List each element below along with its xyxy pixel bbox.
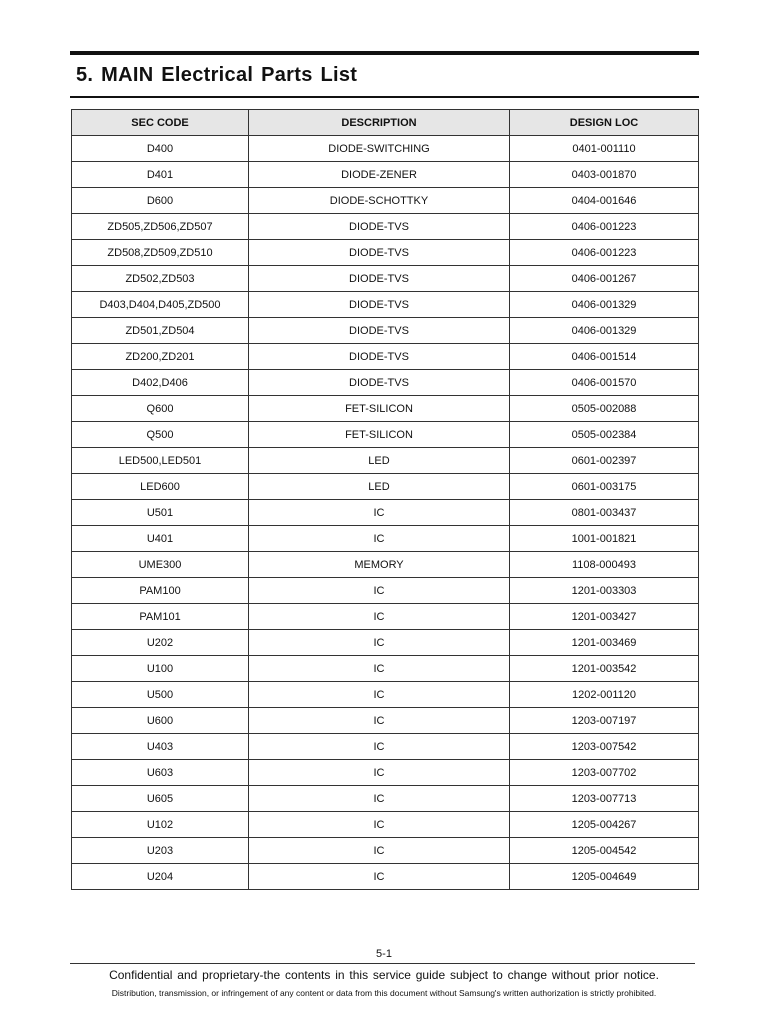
- cell-design-loc: 0601-002397: [510, 448, 699, 474]
- table-row: [72, 370, 699, 396]
- table-row: [72, 448, 699, 474]
- cell-design-loc: 0406-001267: [510, 266, 699, 292]
- cell-description: IC: [249, 734, 510, 760]
- cell-design-loc: 0406-001329: [510, 292, 699, 318]
- cell-design-loc: 0401-001110: [510, 136, 699, 162]
- cell-sec-code: Q500: [72, 422, 249, 448]
- cell-sec-code: PAM101: [72, 604, 249, 630]
- cell-design-loc: 0601-003175: [510, 474, 699, 500]
- cell-description: IC: [249, 604, 510, 630]
- table-row: [72, 344, 699, 370]
- cell-design-loc: 1201-003303: [510, 578, 699, 604]
- top-rule: [70, 51, 699, 55]
- cell-sec-code: ZD505,ZD506,ZD507: [72, 214, 249, 240]
- cell-sec-code: ZD501,ZD504: [72, 318, 249, 344]
- cell-design-loc: 0801-003437: [510, 500, 699, 526]
- cell-description: FET-SILICON: [249, 422, 510, 448]
- cell-sec-code: U102: [72, 812, 249, 838]
- cell-design-loc: 1108-000493: [510, 552, 699, 578]
- cell-sec-code: U600: [72, 708, 249, 734]
- table-row: [72, 812, 699, 838]
- cell-sec-code: U403: [72, 734, 249, 760]
- cell-description: DIODE-ZENER: [249, 162, 510, 188]
- cell-sec-code: U605: [72, 786, 249, 812]
- cell-description: DIODE-SWITCHING: [249, 136, 510, 162]
- table-row: [72, 474, 699, 500]
- table-header-row: [72, 110, 699, 136]
- table-row: [72, 266, 699, 292]
- table-row: [72, 500, 699, 526]
- cell-sec-code: Q600: [72, 396, 249, 422]
- table-row: [72, 240, 699, 266]
- footer-rule: [70, 963, 695, 964]
- cell-design-loc: 1203-007713: [510, 786, 699, 812]
- table-row: [72, 630, 699, 656]
- cell-design-loc: 0505-002088: [510, 396, 699, 422]
- cell-sec-code: U603: [72, 760, 249, 786]
- cell-description: IC: [249, 630, 510, 656]
- cell-sec-code: U203: [72, 838, 249, 864]
- cell-description: IC: [249, 656, 510, 682]
- table-row: [72, 578, 699, 604]
- cell-sec-code: ZD502,ZD503: [72, 266, 249, 292]
- cell-sec-code: D402,D406: [72, 370, 249, 396]
- table-row: [72, 552, 699, 578]
- cell-description: DIODE-TVS: [249, 240, 510, 266]
- table-row: [72, 682, 699, 708]
- cell-description: LED: [249, 474, 510, 500]
- cell-sec-code: D401: [72, 162, 249, 188]
- cell-design-loc: 1205-004649: [510, 864, 699, 890]
- table-row: [72, 864, 699, 890]
- table-row: [72, 422, 699, 448]
- cell-description: IC: [249, 760, 510, 786]
- cell-description: DIODE-TVS: [249, 292, 510, 318]
- cell-design-loc: 0404-001646: [510, 188, 699, 214]
- cell-design-loc: 1202-001120: [510, 682, 699, 708]
- table-row: [72, 656, 699, 682]
- footer-confidential-notice: Confidential and proprietary-the contents in this service guide subject to change without prior notice.: [109, 968, 659, 982]
- cell-sec-code: U204: [72, 864, 249, 890]
- cell-description: IC: [249, 526, 510, 552]
- cell-design-loc: 0406-001570: [510, 370, 699, 396]
- cell-sec-code: U500: [72, 682, 249, 708]
- cell-design-loc: 0406-001223: [510, 240, 699, 266]
- table-row: [72, 838, 699, 864]
- cell-sec-code: PAM100: [72, 578, 249, 604]
- cell-design-loc: 1001-001821: [510, 526, 699, 552]
- title-rule: [70, 96, 699, 98]
- table-row: [72, 318, 699, 344]
- cell-design-loc: 1203-007702: [510, 760, 699, 786]
- table-row: [72, 162, 699, 188]
- cell-sec-code: D600: [72, 188, 249, 214]
- parts-table-body: [72, 136, 699, 890]
- cell-sec-code: U401: [72, 526, 249, 552]
- page-title: 5. MAIN Electrical Parts List: [76, 64, 358, 86]
- cell-description: MEMORY: [249, 552, 510, 578]
- table-row: [72, 760, 699, 786]
- table-row: [72, 136, 699, 162]
- table-row: [72, 604, 699, 630]
- table-row: [72, 708, 699, 734]
- cell-description: LED: [249, 448, 510, 474]
- cell-description: IC: [249, 838, 510, 864]
- cell-description: IC: [249, 812, 510, 838]
- header-sec-code: SEC CODE: [72, 110, 249, 136]
- cell-design-loc: 1201-003427: [510, 604, 699, 630]
- cell-design-loc: 0406-001514: [510, 344, 699, 370]
- cell-design-loc: 1205-004267: [510, 812, 699, 838]
- cell-description: FET-SILICON: [249, 396, 510, 422]
- cell-sec-code: U202: [72, 630, 249, 656]
- cell-sec-code: UME300: [72, 552, 249, 578]
- cell-design-loc: 0403-001870: [510, 162, 699, 188]
- cell-description: DIODE-TVS: [249, 318, 510, 344]
- cell-description: DIODE-SCHOTTKY: [249, 188, 510, 214]
- cell-description: IC: [249, 578, 510, 604]
- page-number: 5-1: [376, 948, 392, 960]
- table-row: [72, 786, 699, 812]
- cell-sec-code: ZD508,ZD509,ZD510: [72, 240, 249, 266]
- header-design-loc: DESIGN LOC: [510, 110, 699, 136]
- cell-design-loc: 1201-003469: [510, 630, 699, 656]
- cell-sec-code: U501: [72, 500, 249, 526]
- cell-description: IC: [249, 864, 510, 890]
- parts-table: [71, 109, 699, 890]
- cell-design-loc: 1203-007197: [510, 708, 699, 734]
- footer-distribution-notice: Distribution, transmission, or infringement of any content or data from this document without Samsung's written authorization is strictly prohibited.: [111, 988, 657, 998]
- table-row: [72, 188, 699, 214]
- table-row: [72, 734, 699, 760]
- cell-description: IC: [249, 682, 510, 708]
- table-row: [72, 526, 699, 552]
- cell-sec-code: LED500,LED501: [72, 448, 249, 474]
- table-row: [72, 396, 699, 422]
- cell-description: IC: [249, 708, 510, 734]
- table-row: [72, 214, 699, 240]
- cell-sec-code: D400: [72, 136, 249, 162]
- cell-design-loc: 0406-001329: [510, 318, 699, 344]
- cell-design-loc: 0505-002384: [510, 422, 699, 448]
- cell-sec-code: U100: [72, 656, 249, 682]
- header-description: DESCRIPTION: [249, 110, 510, 136]
- cell-sec-code: ZD200,ZD201: [72, 344, 249, 370]
- cell-design-loc: 1203-007542: [510, 734, 699, 760]
- cell-description: DIODE-TVS: [249, 344, 510, 370]
- cell-description: IC: [249, 786, 510, 812]
- cell-design-loc: 0406-001223: [510, 214, 699, 240]
- cell-description: DIODE-TVS: [249, 370, 510, 396]
- cell-description: DIODE-TVS: [249, 266, 510, 292]
- table-row: [72, 292, 699, 318]
- cell-description: DIODE-TVS: [249, 214, 510, 240]
- cell-sec-code: D403,D404,D405,ZD500: [72, 292, 249, 318]
- cell-sec-code: LED600: [72, 474, 249, 500]
- cell-description: IC: [249, 500, 510, 526]
- cell-design-loc: 1205-004542: [510, 838, 699, 864]
- cell-design-loc: 1201-003542: [510, 656, 699, 682]
